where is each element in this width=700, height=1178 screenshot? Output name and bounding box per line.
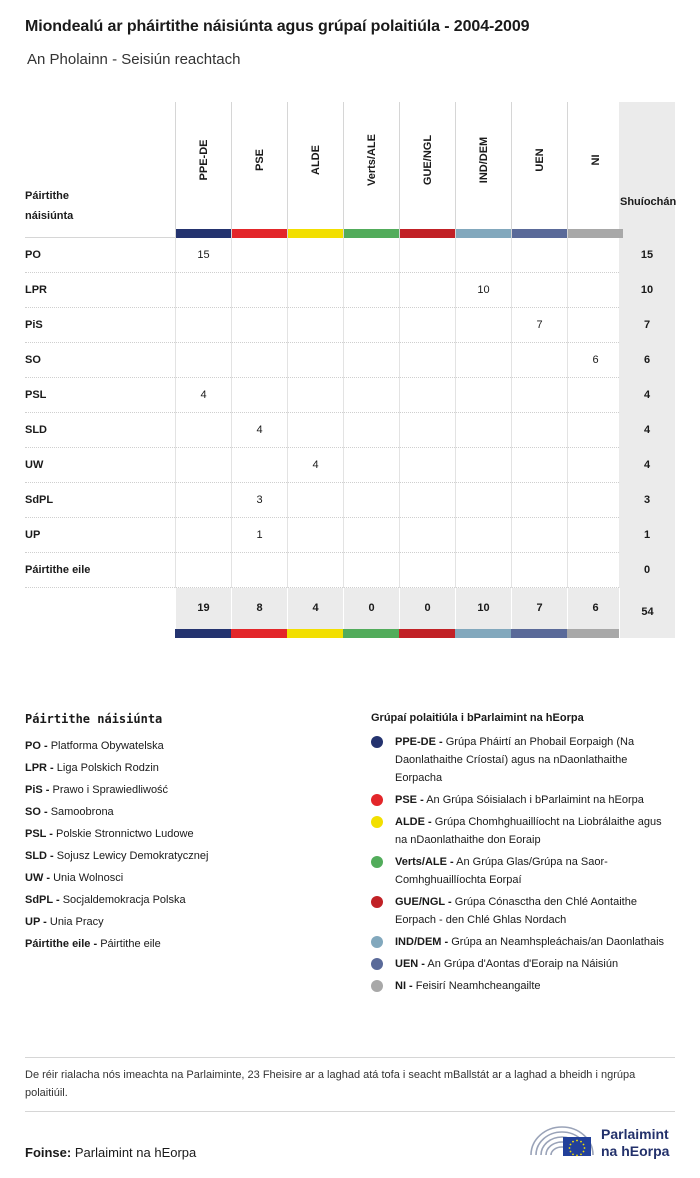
row-total-cell: 4 [619, 448, 675, 483]
group-total-cell: 0 [399, 588, 455, 629]
group-legend-item [371, 977, 675, 995]
table-header [25, 102, 675, 238]
seat-cell [567, 448, 623, 483]
logo-text: Parlaimint na hEorpa [601, 1126, 670, 1159]
seat-cell [175, 448, 231, 483]
group-full-name: Grúpa Cónasctha den Chlé Aontaithe Eorpach - den Chlé Ghlas Nordach [395, 896, 637, 926]
group-color-dot [371, 980, 383, 992]
party-legend-item [25, 867, 345, 889]
group-total-cell: 8 [231, 588, 287, 629]
seat-cell [287, 273, 343, 308]
row-total-cell: 1 [619, 518, 675, 553]
group-color-bar [287, 629, 343, 638]
seat-cell: 7 [511, 308, 567, 343]
total-header-label: Shuíochán [620, 196, 677, 208]
group-abbr: GUE/NGL - [395, 896, 452, 908]
seat-cell [511, 343, 567, 378]
party-legend-item [25, 889, 345, 911]
party-abbr: PO - [25, 740, 48, 752]
party-name-cell: PO [25, 249, 41, 261]
row-total-cell: 10 [619, 273, 675, 308]
group-color-bar [288, 229, 343, 238]
seat-cell [343, 518, 399, 553]
party-full-name: Samoobrona [50, 806, 114, 818]
parliament-logo [529, 1121, 679, 1161]
group-legend [371, 712, 675, 999]
source-line [25, 1145, 196, 1160]
group-color-bar [344, 229, 399, 238]
group-code-label: Verts/ALE [365, 134, 378, 186]
party-legend-heading: Páirtithe náisiúnta [25, 712, 163, 726]
seat-cell [455, 378, 511, 413]
seat-cell [455, 553, 511, 588]
table-row [25, 343, 675, 378]
table-row [25, 413, 675, 448]
party-full-name: Unia Wolnosci [53, 872, 124, 884]
table-body [25, 238, 675, 588]
group-abbr: PSE - [395, 794, 424, 806]
group-color-bar [567, 629, 623, 638]
party-full-name: Páirtithe eile [100, 938, 161, 950]
group-code-label: IND/DEM [477, 136, 490, 184]
group-color-bar [512, 229, 567, 238]
party-abbr: PiS - [25, 784, 50, 796]
party-abbr: PSL - [25, 828, 53, 840]
group-abbr: UEN - [395, 958, 425, 970]
source-label: Foinse: [25, 1145, 72, 1160]
seat-cell [399, 378, 455, 413]
group-legend-item [371, 813, 675, 849]
group-full-name: Grúpa an Neamhspleáchais/an Daonlathais [451, 936, 665, 948]
seat-cell [343, 413, 399, 448]
group-color-bar [343, 629, 399, 638]
seat-cell [567, 483, 623, 518]
seat-cell [567, 518, 623, 553]
table-row [25, 378, 675, 413]
seat-cell [399, 308, 455, 343]
group-full-name: An Grúpa d'Aontas d'Eoraip na Náisiún [427, 958, 619, 970]
seat-cell [287, 483, 343, 518]
group-full-name: An Grúpa Sóisialach i bParlaimint na hEorpa [426, 794, 644, 806]
seat-table [25, 102, 675, 638]
seat-cell [567, 273, 623, 308]
group-color-dot [371, 958, 383, 970]
seat-cell [511, 483, 567, 518]
group-color-dot [371, 896, 383, 908]
group-code-label: ALDE [309, 145, 322, 175]
group-abbr: NI - [395, 980, 413, 992]
seat-cell [399, 483, 455, 518]
row-total-cell: 4 [619, 378, 675, 413]
party-full-name: Socjaldemokracja Polska [62, 894, 186, 906]
seat-cell [455, 448, 511, 483]
seat-cell [511, 448, 567, 483]
group-color-bar [400, 229, 455, 238]
group-column-header [175, 102, 231, 238]
group-legend-item [371, 733, 675, 787]
group-color-dot [371, 736, 383, 748]
group-column-header [343, 102, 399, 238]
group-total-cell: 19 [175, 588, 231, 629]
seat-cell [567, 553, 623, 588]
seat-cell: 1 [231, 518, 287, 553]
seat-cell [343, 273, 399, 308]
party-legend-item [25, 823, 345, 845]
group-color-dot [371, 816, 383, 828]
group-total-cell: 4 [287, 588, 343, 629]
seat-cell [511, 273, 567, 308]
seat-cell: 4 [175, 378, 231, 413]
group-legend-item [371, 933, 675, 951]
party-name-cell: SdPL [25, 494, 54, 506]
group-color-bar [456, 229, 511, 238]
group-full-name: Grúpa Chomhghuaillíocht na Liobrálaithe agus na nDaonlathaithe don Eoraip [395, 816, 662, 846]
party-full-name: Liga Polskich Rodzin [56, 762, 159, 774]
seat-cell [511, 413, 567, 448]
seat-cell [175, 308, 231, 343]
page-subtitle: An Pholainn - Seisiún reachtach [27, 51, 241, 68]
seat-cell [175, 518, 231, 553]
party-name-cell: UW [25, 459, 44, 471]
seat-cell [231, 308, 287, 343]
party-abbr: SLD - [25, 850, 54, 862]
party-name-cell: UP [25, 529, 41, 541]
row-total-cell: 7 [619, 308, 675, 343]
party-legend-item [25, 779, 345, 801]
party-legend-item [25, 801, 345, 823]
group-legend-item [371, 955, 675, 973]
table-row [25, 553, 675, 588]
party-legend-item [25, 911, 345, 933]
group-total-cell: 6 [567, 588, 623, 629]
party-legend-item [25, 735, 345, 757]
party-name-cell: SLD [25, 424, 47, 436]
party-abbr: Páirtithe eile - [25, 938, 98, 950]
seat-cell [455, 518, 511, 553]
group-color-dot [371, 936, 383, 948]
seat-cell: 10 [455, 273, 511, 308]
table-row [25, 308, 675, 343]
page-title: Miondealú ar pháirtithe náisiúnta agus grúpaí polaitiúla - 2004-2009 [25, 18, 530, 35]
seat-cell [231, 343, 287, 378]
seat-cell: 6 [567, 343, 623, 378]
party-legend-item [25, 933, 345, 955]
total-column-header [619, 102, 675, 238]
group-column-header [511, 102, 567, 238]
group-column-header [567, 102, 623, 238]
group-color-bar [511, 629, 567, 638]
table-row [25, 483, 675, 518]
group-abbr: Verts/ALE - [395, 856, 454, 868]
party-legend [25, 712, 345, 955]
seat-cell [343, 343, 399, 378]
group-full-name: Grúpa Pháirtí an Phobail Eorpaigh (Na Daonlathaithe Críostaí) agus na nDaonlathaithe Eorpacha [395, 736, 635, 784]
party-legend-item [25, 845, 345, 867]
row-total-cell: 4 [619, 413, 675, 448]
seat-cell [287, 378, 343, 413]
row-total-cell: 15 [619, 238, 675, 273]
party-name-cell: LPR [25, 284, 47, 296]
party-abbr: SdPL - [25, 894, 60, 906]
party-full-name: Unia Pracy [49, 916, 104, 928]
seat-cell [287, 518, 343, 553]
group-full-name: Feisirí Neamhcheangailte [415, 980, 541, 992]
seat-cell [455, 308, 511, 343]
table-row [25, 518, 675, 553]
party-abbr: UP - [25, 916, 47, 928]
seat-cell [231, 238, 287, 273]
seat-cell [511, 518, 567, 553]
seat-cell [287, 238, 343, 273]
seat-cell [343, 378, 399, 413]
group-code-label: GUE/NGL [421, 134, 434, 186]
group-color-bar [176, 229, 231, 238]
seat-cell [287, 553, 343, 588]
group-legend-item [371, 893, 675, 929]
party-name-cell: Páirtithe eile [25, 564, 91, 576]
party-full-name: Prawo i Sprawiedliwość [52, 784, 169, 796]
party-full-name: Polskie Stronnictwo Ludowe [55, 828, 194, 840]
party-full-name: Sojusz Lewicy Demokratycznej [56, 850, 209, 862]
group-code-label: PPE-DE [197, 139, 210, 181]
group-color-bar [232, 229, 287, 238]
seat-cell [399, 273, 455, 308]
seat-cell [231, 448, 287, 483]
seat-cell [343, 483, 399, 518]
footnote: De réir rialacha nós imeachta na Parlaiminte, 23 Fheisire ar a laghad atá tofa i seacht mBallstát ar a laghad a bheidh i ngrúpa polaitiúil. [25, 1057, 675, 1112]
group-code-label: UEN [533, 148, 546, 172]
party-legend-item [25, 757, 345, 779]
group-column-header [455, 102, 511, 238]
group-total-cell: 7 [511, 588, 567, 629]
seat-cell [343, 553, 399, 588]
seat-cell [455, 483, 511, 518]
table-row [25, 238, 675, 273]
table-row [25, 448, 675, 483]
group-full-name: An Grúpa Glas/Grúpa na Saor-Comhghuaillíochta Eorpaí [395, 856, 608, 886]
party-abbr: SO - [25, 806, 48, 818]
group-color-dot [371, 794, 383, 806]
row-total-cell: 3 [619, 483, 675, 518]
group-legend-heading: Grúpaí polaitiúla i bParlaimint na hEorpa [371, 712, 584, 724]
group-legend-item [371, 853, 675, 889]
seat-cell [567, 308, 623, 343]
seat-cell: 3 [231, 483, 287, 518]
group-color-bar [455, 629, 511, 638]
group-total-cell: 10 [455, 588, 511, 629]
group-abbr: IND/DEM - [395, 936, 449, 948]
seat-cell: 15 [175, 238, 231, 273]
group-legend-item [371, 791, 675, 809]
group-abbr: PPE-DE - [395, 736, 443, 748]
seat-cell [175, 273, 231, 308]
group-abbr: ALDE - [395, 816, 432, 828]
seat-cell [287, 413, 343, 448]
table-row [25, 273, 675, 308]
seat-cell [399, 448, 455, 483]
seat-cell [567, 413, 623, 448]
seat-cell [511, 378, 567, 413]
seat-cell [455, 413, 511, 448]
hemicycle-logo-icon [529, 1121, 595, 1157]
seat-cell [343, 238, 399, 273]
seat-cell [455, 343, 511, 378]
seat-cell [399, 553, 455, 588]
group-color-bar [568, 229, 623, 238]
seat-cell [399, 413, 455, 448]
seat-cell [567, 378, 623, 413]
group-color-dot [371, 856, 383, 868]
party-abbr: LPR - [25, 762, 54, 774]
row-header-label: Páirtithe náisiúnta [25, 190, 74, 222]
seat-cell [511, 553, 567, 588]
seat-cell [343, 308, 399, 343]
source-value: Parlaimint na hEorpa [74, 1145, 197, 1160]
group-total-cell: 0 [343, 588, 399, 629]
group-column-header [231, 102, 287, 238]
group-column-header [399, 102, 455, 238]
seat-cell: 4 [287, 448, 343, 483]
seat-cell [231, 553, 287, 588]
seat-cell [399, 238, 455, 273]
group-color-bar [231, 629, 287, 638]
seat-cell [511, 238, 567, 273]
seat-cell: 4 [231, 413, 287, 448]
group-color-bar [399, 629, 455, 638]
seat-cell [343, 448, 399, 483]
row-total-cell: 0 [619, 553, 675, 588]
seat-cell [175, 343, 231, 378]
grand-total-cell: 54 [619, 588, 675, 638]
party-name-cell: PiS [25, 319, 43, 331]
group-column-header [287, 102, 343, 238]
group-code-label: PSE [253, 148, 266, 172]
party-name-cell: SO [25, 354, 41, 366]
seat-cell [175, 483, 231, 518]
seat-cell [175, 413, 231, 448]
seat-cell [567, 238, 623, 273]
party-name-cell: PSL [25, 389, 47, 401]
seat-cell [399, 343, 455, 378]
seat-cell [231, 273, 287, 308]
group-color-bar [175, 629, 231, 638]
party-abbr: UW - [25, 872, 51, 884]
seat-cell [231, 378, 287, 413]
group-code-label: NI [589, 154, 602, 166]
seat-cell [175, 553, 231, 588]
row-total-cell: 6 [619, 343, 675, 378]
totals-row [25, 588, 675, 638]
party-full-name: Platforma Obywatelska [50, 740, 164, 752]
seat-cell [399, 518, 455, 553]
seat-cell [287, 343, 343, 378]
seat-cell [287, 308, 343, 343]
seat-cell [455, 238, 511, 273]
